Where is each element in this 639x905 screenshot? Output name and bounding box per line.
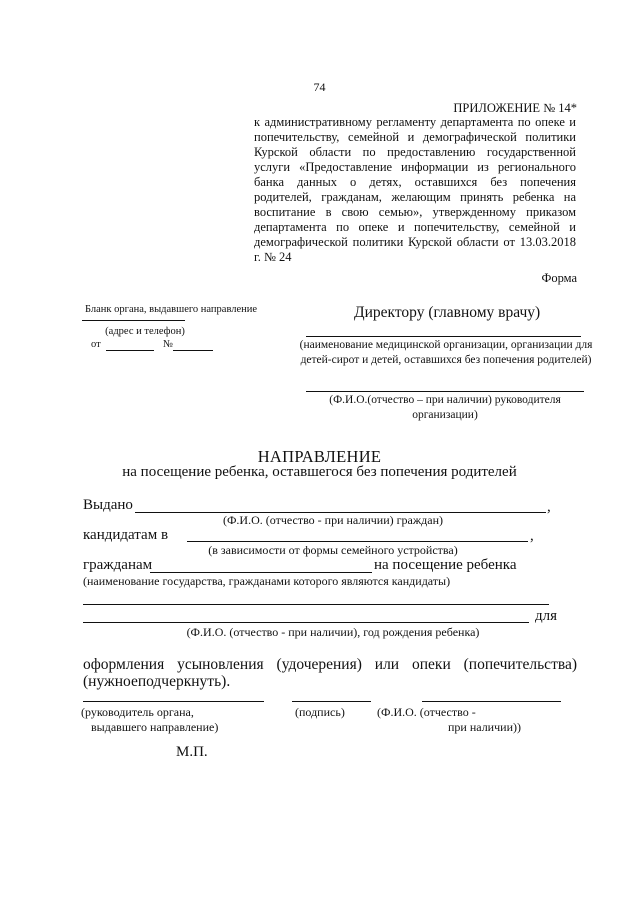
- candidates-comma: ,: [530, 528, 534, 544]
- head-name-caption: (Ф.И.О.(отчество – при наличии) руководителя организации): [329, 394, 561, 421]
- date-from-label: от: [91, 339, 101, 350]
- child-line-1: [83, 604, 549, 605]
- purpose-word: опеки: [412, 656, 451, 673]
- organization-line: [306, 336, 581, 337]
- number-line: [173, 350, 213, 351]
- number-label: №: [163, 339, 174, 350]
- appendix-text: к административному регламенту департамента по опеке и попечительству, семейной и демографической политики Курской области по предоставлению государственной услуги «Предоставление информации из регионального банка данных о детях, оставшихся без попечения родителей, гражданам, желающим принять ребенка на воспитание в свою семью», утвержденному приказом департамента по опеке и попечительству, семейной и демографической политики Курской области от 13.03.2018 г. № 24: [254, 115, 576, 264]
- document-title: НАПРАВЛЕНИЕ: [257, 447, 382, 466]
- signer-name-caption-line2: при наличии)): [448, 720, 521, 734]
- purpose-word: или: [374, 656, 400, 673]
- head-name-line: [306, 391, 584, 392]
- page-number: 74: [313, 80, 326, 94]
- purpose-word: (удочерения): [276, 656, 362, 673]
- visit-label: на посещение ребенка: [374, 557, 517, 573]
- candidates-line: [187, 541, 528, 542]
- sender-blank-title: Бланк органа, выдавшего направление: [85, 304, 258, 315]
- document-subtitle: на посещение ребенка, оставшегося без попечения родителей: [122, 464, 517, 480]
- head-caption-line1: (руководитель органа,: [81, 705, 194, 719]
- appendix-title: ПРИЛОЖЕНИЕ № 14*: [453, 101, 577, 115]
- citizens-caption: (наименование государства, гражданами которого являются кандидаты): [83, 574, 451, 588]
- citizens-label: гражданам: [83, 557, 153, 573]
- signer-name-line: [422, 701, 561, 702]
- head-signature-line: [83, 701, 264, 702]
- stamp-place-label: М.П.: [176, 744, 208, 760]
- issued-caption: (Ф.И.О. (отчество - при наличии) граждан): [222, 513, 444, 527]
- address-line: [82, 320, 185, 321]
- candidates-caption: (в зависимости от формы семейного устройства): [208, 543, 458, 557]
- underline-note: (нужноеподчеркнуть).: [83, 673, 231, 690]
- signer-name-caption-line1: (Ф.И.О. (отчество -: [377, 705, 476, 719]
- form-label: Форма: [541, 271, 577, 285]
- organization-caption: (наименование медицинской организации, организации для детей-сирот и детей, оставшихся без попечения родителей): [299, 339, 593, 366]
- for-label: для: [535, 608, 558, 624]
- purpose-word: усыновления: [177, 656, 264, 673]
- child-line-2: [83, 622, 529, 623]
- signature-line: [292, 701, 371, 702]
- candidates-label: кандидатам в: [83, 527, 169, 543]
- issued-label: Выдано: [83, 497, 133, 513]
- child-caption: (Ф.И.О. (отчество - при наличии), год рождения ребенка): [186, 625, 480, 639]
- purpose-word: оформления: [83, 656, 165, 673]
- purpose-row: [83, 656, 577, 674]
- purpose-word: (попечительства): [463, 656, 577, 673]
- date-line: [106, 350, 154, 351]
- issued-comma: ,: [547, 499, 551, 515]
- address-caption: (адрес и телефон): [105, 326, 185, 337]
- citizens-line: [150, 572, 372, 573]
- recipient-title: Директору (главному врачу): [354, 304, 541, 321]
- head-caption-line2: выдавшего направление): [91, 720, 219, 734]
- signature-caption: (подпись): [295, 705, 345, 719]
